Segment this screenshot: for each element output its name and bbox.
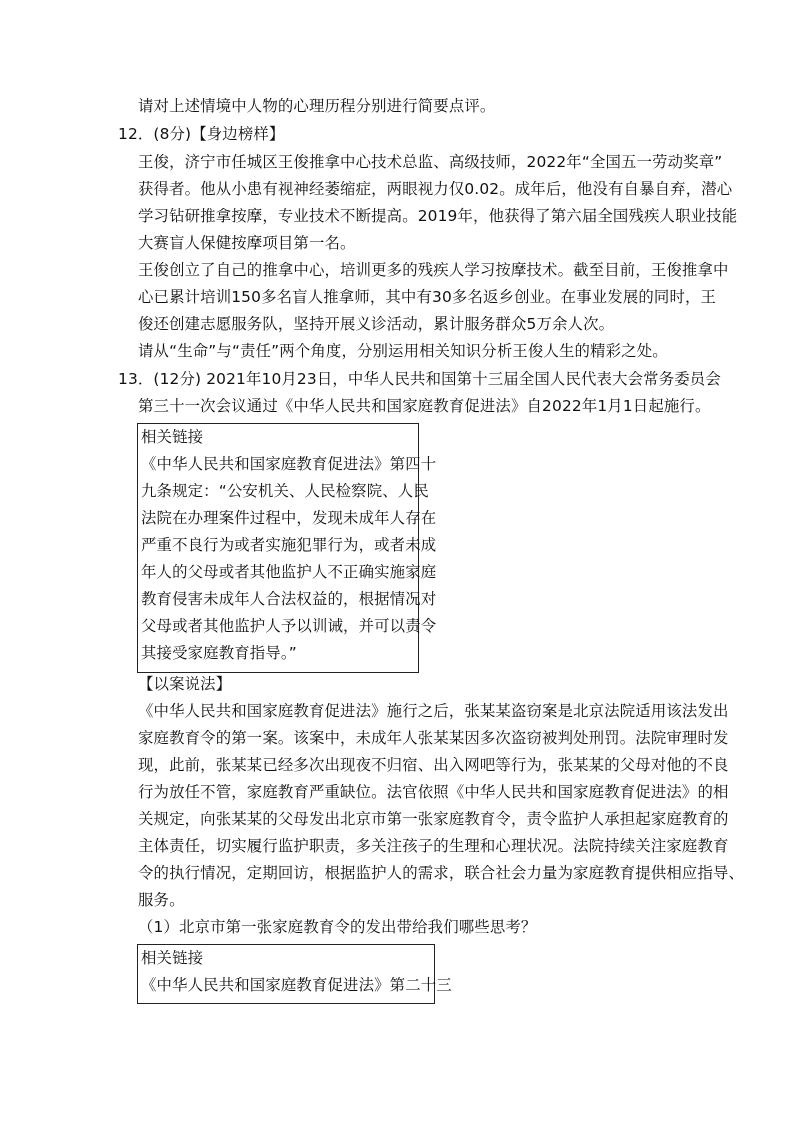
q13-header-continued: 第三十一次会议通过《中华人民共和国家庭教育促进法》自2022年1月1日起施行。 [138,397,711,415]
case-paragraph-line: 令的执行情况，定期回访，根据监护人的需求，联合社会力量为家庭教育提供相应指导、 [138,864,745,882]
related-link-title: 相关链接 [141,428,204,446]
q12-paragraph-line: 王俊，济宁市任城区王俊推拿中心技术总监、高级技师，2022年“全国五一劳动奖章” [138,153,723,171]
q12-paragraph-line: 大赛盲人保健按摩项目第一名。 [138,234,356,252]
q12-header: 12．(8分)【身边榜样】 [118,125,285,143]
case-paragraph-line: 现，此前，张某某已经多次出现夜不归宿、出入网吧等行为，张某某的父母对他的不良 [138,756,729,774]
related-link-box [137,423,437,673]
q12-paragraph-line: 心已累计培训150多名盲人推拿师，其中有30多名返乡创业。在事业发展的同时，王 [138,288,717,306]
q11-instruction: 请对上述情境中人物的心理历程分别进行简要点评。 [138,97,496,115]
q12-paragraph-line: 学习钻研推拿按摩，专业技术不断提高。2019年，他获得了第六届全国残疾人职业技能 [138,207,738,225]
related-link-line: 九条规定：“公安机关、人民检察院、人民 [141,482,429,500]
case-paragraph-line: 行为放任不管，家庭教育严重缺位。法官依照《中华人民共和国家庭教育促进法》的相 [138,783,729,801]
case-paragraph-line: 关规定，向张某某的父母发出北京市第一张家庭教育令，责令监护人承担起家庭教育的 [138,810,729,828]
related-link-line: 其接受家庭教育指导。” [141,644,297,662]
q13-header: 13．(12分) 2021年10月23日，中华人民共和国第十三届全国人民代表大会常务委员会 [118,370,721,388]
related-link-line: 年人的父母或者其他监护人不正确实施家庭 [141,563,437,581]
case-paragraph-line: 主体责任，切实履行监护职责，多关注孩子的生理和心理状况。法院持续关注家庭教育 [138,837,729,855]
case-paragraph-line: 家庭教育令的第一案。该案中，未成年人张某某因多次盗窃被判处刑罚。法院审理时发 [138,729,729,747]
case-paragraph-line: 《中华人民共和国家庭教育促进法》施行之后，张某某盗窃案是北京法院适用该法发出 [138,702,729,720]
q12-paragraph-line: 王俊创立了自己的推拿中心，培训更多的残疾人学习按摩技术。截至目前，王俊推拿中 [138,261,729,279]
related-link-line: 父母或者其他监护人予以训诫，并可以责令 [141,617,437,635]
related-link-box-2 [137,944,452,1004]
related-link-line: 《中华人民共和国家庭教育促进法》第四十 [141,455,437,473]
q13-subquestion-1: （1）北京市第一张家庭教育令的发出带给我们哪些思考？ [138,918,537,936]
related-link-title: 相关链接 [141,949,204,967]
related-link-line: 法院在办理案件过程中，发现未成年人存在 [141,509,437,527]
q12-paragraph-line: 获得者。他从小患有视神经萎缩症，两眼视力仅0.02。成年后，他没有自暴自弃，潜心 [138,180,733,198]
q12-paragraph-line: 俊还创建志愿服务队，坚持开展义诊活动，累计服务群众5万余人次。 [138,315,615,333]
q12-prompt: 请从“生命”与“责任”两个角度，分别运用相关知识分析王俊人生的精彩之处。 [138,342,668,360]
related-link-line: 《中华人民共和国家庭教育促进法》第二十三 [141,976,452,994]
case-title: 【以案说法】 [138,675,232,693]
case-paragraph-line: 服务。 [138,891,185,909]
related-link-line: 教育侵害未成年人合法权益的，根据情况对 [141,590,437,608]
related-link-line: 严重不良行为或者实施犯罪行为，或者未成 [141,536,437,554]
